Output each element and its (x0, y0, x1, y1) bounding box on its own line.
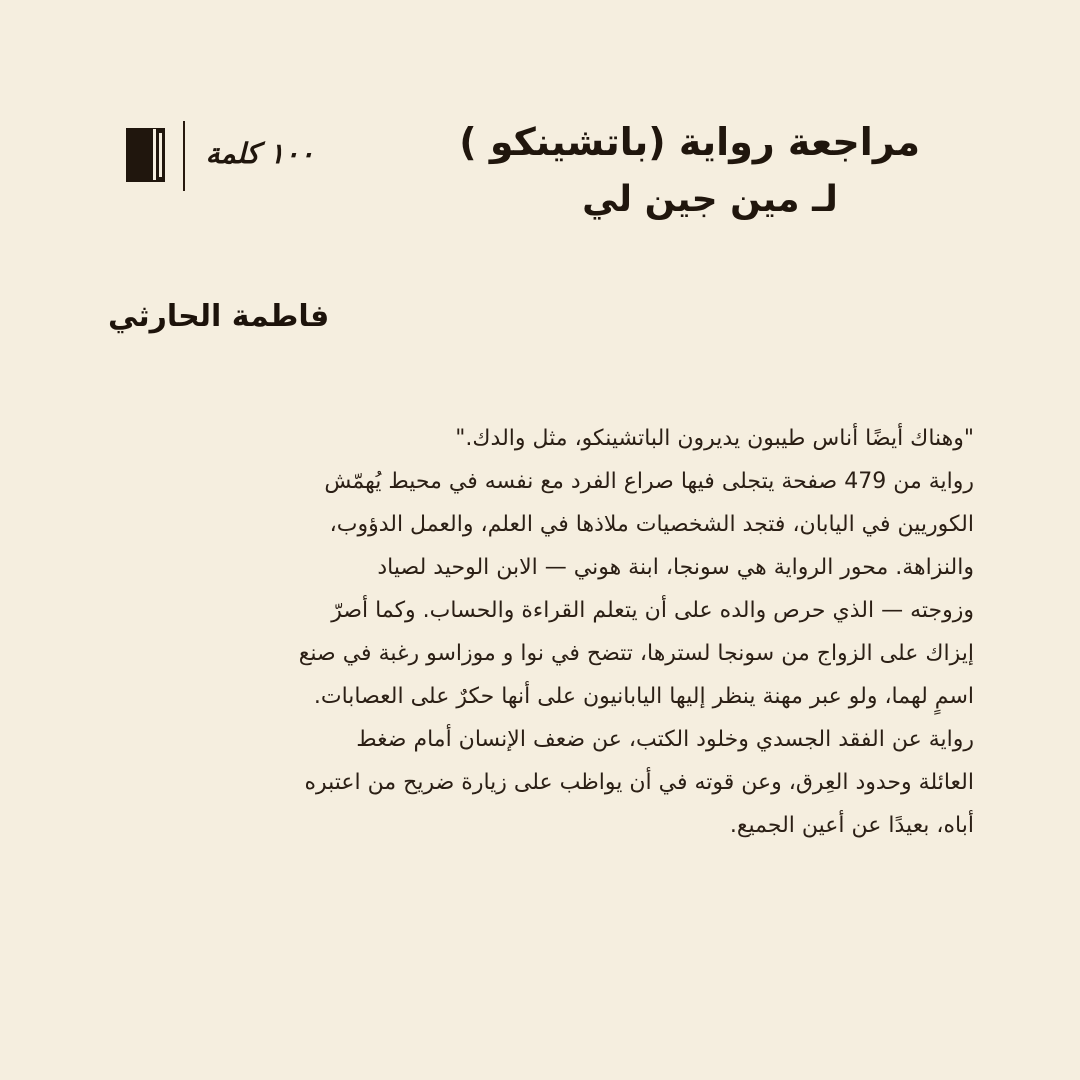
review-paragraph-line: رواية من 479 صفحة يتجلى فيها صراع الفرد مع نفسه في محيط يُهمّش (324, 469, 974, 494)
review-paragraph-line: العائلة وحدود العِرق، وعن قوته في أن يواظب على زيارة ضريح من اعتبره (304, 770, 974, 795)
logo-divider (183, 121, 185, 191)
page-header (459, 118, 920, 222)
review-paragraph-line: والنزاهة. محور الرواية هي سونجا، ابنة هوني — الابن الوحيد لصياد (377, 555, 974, 580)
page-subtitle: لـ مين جين لي (582, 179, 838, 220)
review-paragraph-line: الكوريين في اليابان، فتجد الشخصيات ملاذها في العلم، والعمل الدؤوب، (329, 512, 974, 537)
author-name: فاطمة الحارثي (108, 299, 330, 334)
review-paragraph-line: إيزاك على الزواج من سونجا لسترها، تتضح في نوا و موزاسو رغبة في صنع (298, 641, 974, 666)
review-quote-line: "وهناك أيضًا أناس طيبون يديرون الباتشينكو، مثل والدك." (455, 426, 974, 451)
book-icon (124, 126, 170, 184)
logo-text: ١٠٠ كلمة (205, 137, 315, 170)
review-paragraph-line: وزوجته — الذي حرص والده على أن يتعلم القراءة والحساب. وكما أصرّ (331, 598, 974, 623)
review-paragraph-line: اسمٍ لهما، ولو عبر مهنة ينظر إليها اليابانيون على أنها حكرٌ على العصابات. (313, 684, 974, 709)
review-paragraph-line: أباه، بعيدًا عن أعين الجميع. (729, 813, 974, 838)
brand-logo (120, 118, 325, 192)
page-title: مراجعة رواية (باتشينكو ) (459, 120, 920, 164)
review-paragraph-line: رواية عن الفقد الجسدي وخلود الكتب، عن ضعف الإنسان أمام ضغط (356, 727, 974, 752)
review-body (124, 417, 974, 847)
